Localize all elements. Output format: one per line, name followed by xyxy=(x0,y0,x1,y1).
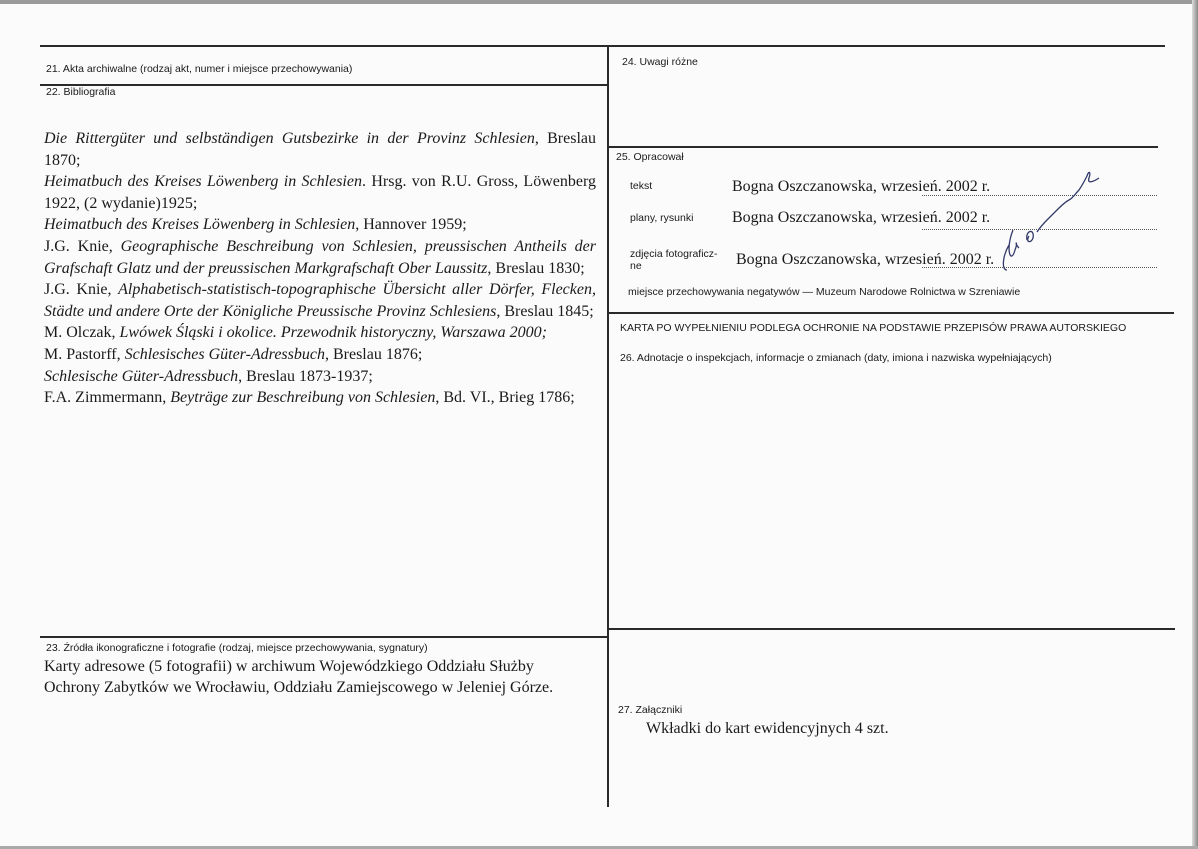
scan-edge-right xyxy=(1192,0,1198,849)
row-label-plany: plany, rysunki xyxy=(630,212,694,224)
entry-author: J.G. Knie, xyxy=(44,281,119,299)
section-24-label: 24. Uwagi różne xyxy=(622,56,698,68)
entry-publication: . Hrsg. von R.U. Gross, Löwenberg 1922, (2 wydanie)1925; xyxy=(44,173,596,212)
entry-publication: , Breslau 1870; xyxy=(44,130,597,169)
divider-24-25 xyxy=(608,146,1158,148)
entry-publication: , Breslau 1876; xyxy=(324,345,423,363)
section-26-label: 26. Adnotacje o inspekcjach, informacje o zmianach (daty, imiona i nazwiska wypełniających) xyxy=(620,352,1052,364)
row-value-zdjecia: Bogna Oszczanowska, wrzesień. 2002 r. xyxy=(736,251,995,268)
copyright-notice: KARTA PO WYPEŁNIENIU PODLEGA OCHRONIE NA PODSTAWIE PRZEPISÓW PRAWA AUTORSKIEGO xyxy=(620,322,1127,334)
entry-title: Die Rittergüter und selbständigen Gutsbezirke in der Provinz Schlesien xyxy=(44,130,535,147)
entry-title: Beyträge zur Beschreibung von Schlesien xyxy=(170,389,436,407)
entry-title: Lwówek Śląski i okolice. Przewodnik historyczny, Warszawa 2000; xyxy=(119,324,547,342)
divider-21-22 xyxy=(40,84,608,86)
divider-vertical xyxy=(607,45,609,807)
bibliography-entry xyxy=(44,344,596,366)
entry-author: F.A. Zimmermann, xyxy=(44,389,171,407)
entry-publication: , Hannover 1959; xyxy=(355,216,467,234)
section-25-label: 25. Opracował xyxy=(616,151,684,163)
row-value-tekst: Bogna Oszczanowska, wrzesień. 2002 r. xyxy=(732,178,991,195)
bibliography-entry xyxy=(44,322,596,344)
bibliography-entry xyxy=(44,279,596,322)
entry-author: M. Olczak, xyxy=(44,324,120,342)
entry-publication: , Breslau 1845; xyxy=(496,302,594,320)
bibliography-entry xyxy=(44,214,596,236)
row-label-tekst: tekst xyxy=(630,180,653,192)
entry-title: Geographische Beschreibung von Schlesien, preussischen Antheils der Grafschaft Glatz und der preussischen Markgrafschaft Ober Laussitz xyxy=(44,237,596,277)
entry-title: Schlesisches Güter-Adressbuch xyxy=(124,345,325,363)
entry-title: Schlesische Güter-Adressbuch xyxy=(44,367,239,385)
scan-edge-top xyxy=(0,0,1198,4)
bibliography-entry xyxy=(44,236,596,279)
entry-publication: , Breslau 1830; xyxy=(487,259,585,277)
bibliography-entry xyxy=(44,171,596,214)
entry-author: J.G. Knie, xyxy=(44,237,121,255)
bibliography-entry xyxy=(44,387,596,409)
entry-publication: , Bd. VI., Brieg 1786; xyxy=(435,389,575,407)
entry-publication: , Breslau 1873-1937; xyxy=(238,367,373,385)
entry-title: Alphabetisch-statistisch-topographische Übersicht aller Dörfer, Flecken, Städte und andere Orte der Königliche Preussische Provinz Schlesiens xyxy=(44,281,596,320)
section-22-label: 22. Bibliografia xyxy=(46,86,116,98)
entry-title: Heimatbuch des Kreises Löwenberg in Schlesien xyxy=(44,173,362,191)
divider-top xyxy=(40,45,1165,47)
signature xyxy=(995,170,1105,275)
section-27-label: 27. Załączniki xyxy=(618,704,683,716)
section-27-text: Wkładki do kart ewidencyjnych 4 szt. xyxy=(646,720,889,737)
divider-22-23 xyxy=(40,636,608,638)
entry-author: M. Pastorff, xyxy=(44,345,125,363)
row-label-zdjecia: zdjęcia fotograficz- ne xyxy=(630,248,718,272)
entry-title: Heimatbuch des Kreises Löwenberg in Schlesien xyxy=(44,216,356,234)
row-value-plany: Bogna Oszczanowska, wrzesień. 2002 r. xyxy=(732,209,991,226)
section-23-label: 23. Źródła ikonograficzne i fotografie (rodzaj, miejsce przechowywania, sygnatury) xyxy=(46,642,428,654)
bibliography-list xyxy=(44,128,596,409)
negatives-location: miejsce przechowywania negatywów — Muzeum Narodowe Rolnictwa w Szreniawie xyxy=(628,286,1021,298)
divider-25-copyright xyxy=(608,312,1174,314)
section-23-text: Karty adresowe (5 fotografii) w archiwum Wojewódzkiego Oddziału Służby Ochrony Zabytków we Wrocławiu, Oddziału Zamiejscowego w Jeleniej Górze. xyxy=(44,658,554,696)
divider-26-27 xyxy=(608,628,1175,630)
section-21-label: 21. Akta archiwalne (rodzaj akt, numer i miejsce przechowywania) xyxy=(46,63,353,75)
bibliography-entry xyxy=(44,128,596,171)
bibliography-entry xyxy=(44,366,596,388)
